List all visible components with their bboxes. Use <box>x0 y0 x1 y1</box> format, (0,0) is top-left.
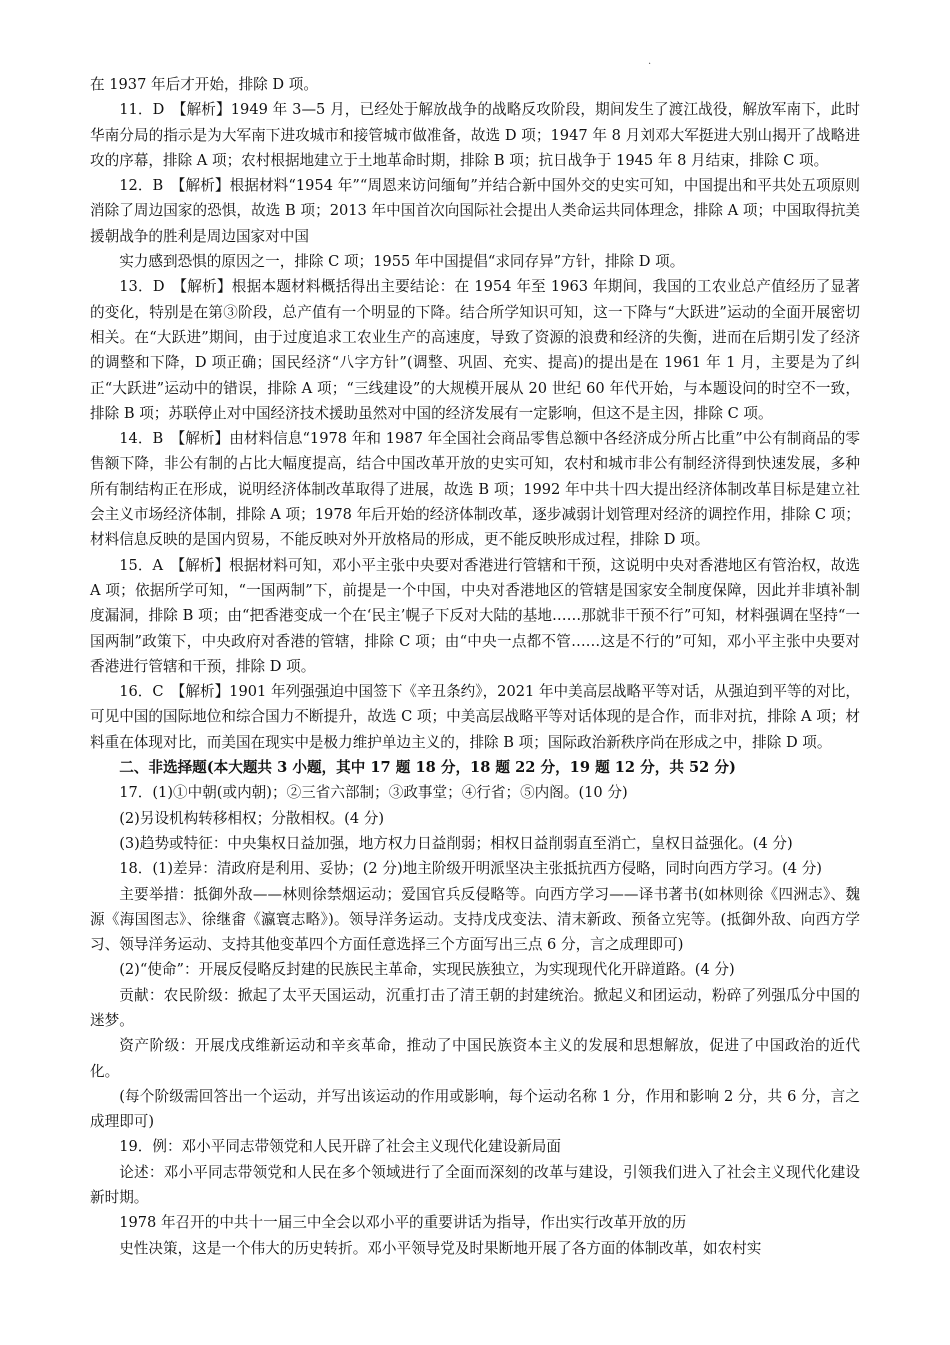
answer-19-text-1: 1978 年召开的中共十一届三中全会以邓小平的重要讲话为指导，作出实行改革开放的历 <box>119 1214 687 1232</box>
answer-17-3: (3)趋势或特征：中央集权日益加强，地方权力日益削弱；相权日益削弱直至消亡，皇权日益强化。(4 分) <box>119 834 793 852</box>
answer-19-argument: 论述：邓小平同志带领党和人民在多个领域进行了全面而深刻的改革与建设，引领我们进入了社会主义现代化建设新时期。 <box>90 1163 860 1207</box>
answer-12-cont: 实力感到恐惧的原因之一，排除 C 项；1955 年中国提倡“求同存异”方针，排除 D 项。 <box>119 253 685 271</box>
answer-19-example: 19．例：邓小平同志带领党和人民开辟了社会主义现代化建设新局面 <box>119 1138 561 1156</box>
answer-11: 11．D 【解析】1949 年 3—5 月，已经处于解放战争的战略反攻阶段，期间发生了渡江战役，解放军南下，此时华南分局的指示是为大军南下进攻城市和接管城市做准备，故选 D 项；1947 年 8 月刘邓大军挺进大别山揭开了战略进攻的序幕，排除 A 项；农村根据地建立于土地革命时期，排除 B 项；抗日战争于 1945 年 8 月结束，排除 C 项。 <box>90 101 860 169</box>
answer-19-text-2: 史性决策，这是一个伟大的历史转折。邓小平领导党及时果断地开展了各方面的体制改革，如农村实 <box>119 1239 762 1257</box>
answer-18-1: 18．(1)差异：清政府是利用、妥协；(2 分)地主阶级开明派坚决主张抵抗西方侵略，同时向西方学习。(4 分) <box>119 860 822 878</box>
answer-18-2: (2)“使命”：开展反侵略反封建的民族民主革命，实现民族独立，为实现现代化开辟道路。(4 分) <box>119 961 735 979</box>
answer-12: 12．B 【解析】根据材料“1954 年”“周恩来访问缅甸”并结合新中国外交的史实可知，中国提出和平共处五项原则消除了周边国家的恐惧，故选 B 项；2013 年中国首次向国际社会提出人类命运共同体理念，排除 A 项；中国取得抗美援朝战争的胜利是周边国家对中国 <box>90 177 860 245</box>
answer-17-1: 17．(1)①中朝(或内朝)；②三省六部制；③政事堂；④行省；⑤内阁。(10 分) <box>119 784 628 802</box>
answer-18-measures: 主要举措：抵御外敌——林则徐禁烟运动；爱国官兵反侵略等。向西方学习——译书著书(如林则徐《四洲志》、魏源《海国图志》、徐继畬《瀛寰志略》)。领导洋务运动。支持戊戌变法、清末新政、预备立宪等。(抵御外敌、向西方学习、领导洋务运动、支持其他变革四个方面任意选择三个方面写出三点 6 分，言之成理即可) <box>90 885 860 954</box>
answer-13: 13．D 【解析】根据本题材料概括得出主要结论：在 1954 年至 1963 年期间，我国的工农业总产值经历了显著的变化，特别是在第③阶段，总产值有一个明显的下降。结合所学知识可知，这一下降与“大跃进”运动的全面开展密切相关。在“大跃进”期间，由于过度追求工农业生产的高速度，导致了资源的浪费和经济的失衡，进而在后期引发了经济的调整和下降，D 项正确；国民经济“八字方针”(调整、巩固、充实、提高)的提出是在 1961 年 1 月，主要是为了纠正“大跃进”运动中的错误，排除 A 项；“三线建设”的大规模开展从 20 世纪 60 年代开始，与本题设问的时空不一致，排除 B 项；苏联停止对中国经济技术援助虽然对中国的经济发展有一定影响，但这不是主因，排除 C 项。 <box>90 278 860 422</box>
answer-15: 15．A 【解析】根据材料可知，邓小平主张中央要对香港进行管辖和干预，这说明中央对香港地区有管治权，故选 A 项；依据所学可知，“一国两制”下，前提是一个中国，中央对香港地区的管辖是国家安全制度保障，因此并非填补制度漏洞，排除 B 项；由“把香港变成一个在‘民主’幌子下反对大陆的基地……那就非干预不行”可知，材料强调在坚持“一国两制”政策下，中央政府对香港的管辖，排除 C 项；由“中央一点都不管……这是不行的”可知，邓小平主张中央要对香港进行管辖和干预，排除 D 项。 <box>90 556 860 675</box>
header-dot: . <box>648 56 652 67</box>
answer-18-scoring: (每个阶级需回答出一个运动，并写出该运动的作用或影响，每个运动名称 1 分，作用和影响 2 分，共 6 分，言之成理即可) <box>90 1087 860 1131</box>
answer-18-bourgeoisie: 资产阶级：开展戊戌维新运动和辛亥革命，推动了中国民族资本主义的发展和思想解放，促进了中国政治的近代化。 <box>90 1037 860 1080</box>
answer-16: 16．C 【解析】1901 年列强强迫中国签下《辛丑条约》，2021 年中美高层战略平等对话，从强迫到平等的对比，可见中国的国际地位和综合国力不断提升，故选 C 项；中美高层战略平等对话体现的是合作，而非对抗，排除 A 项；材料重在体现对比，而美国在现实中是极力维护单边主义的，排除 B 项；国际政治新秩序尚在形成之中，排除 D 项。 <box>90 683 861 751</box>
answer-14: 14．B 【解析】由材料信息“1978 年和 1987 年全国社会商品零售总额中各经济成分所占比重”中公有制商品的零售额下降，非公有制的占比大幅度提高，结合中国改革开放的史实可知，农村和城市非公有制经济得到快速发展，多种所有制结构正在形成，说明经济体制改革取得了进展，故选 B 项；1992 年中共十四大提出经济体制改革目标是建立社会主义市场经济体制，排除 A 项；1978 年后开始的经济体制改革，逐步减弱计划管理对经济的调控作用，排除 C 项；材料信息反映的是国内贸易，不能反映对外开放格局的形成，更不能反映形成过程，排除 D 项。 <box>90 430 860 549</box>
text-line-0: 在 1937 年后才开始，排除 D 项。 <box>90 76 318 93</box>
answer-17-2: (2)另设机构转移相权；分散相权。(4 分) <box>119 809 385 827</box>
answer-18-contribution: 贡献：农民阶级：掀起了太平天国运动，沉重打击了清王朝的封建统治。掀起义和团运动，粉碎了列强瓜分中国的迷梦。 <box>90 986 860 1029</box>
section-heading-nonchoice: 二、非选择题(本大题共 3 小题，其中 17 题 18 分，18 题 22 分，19 题 12 分，共 52 分) <box>119 759 736 777</box>
document-body <box>90 72 860 1261</box>
